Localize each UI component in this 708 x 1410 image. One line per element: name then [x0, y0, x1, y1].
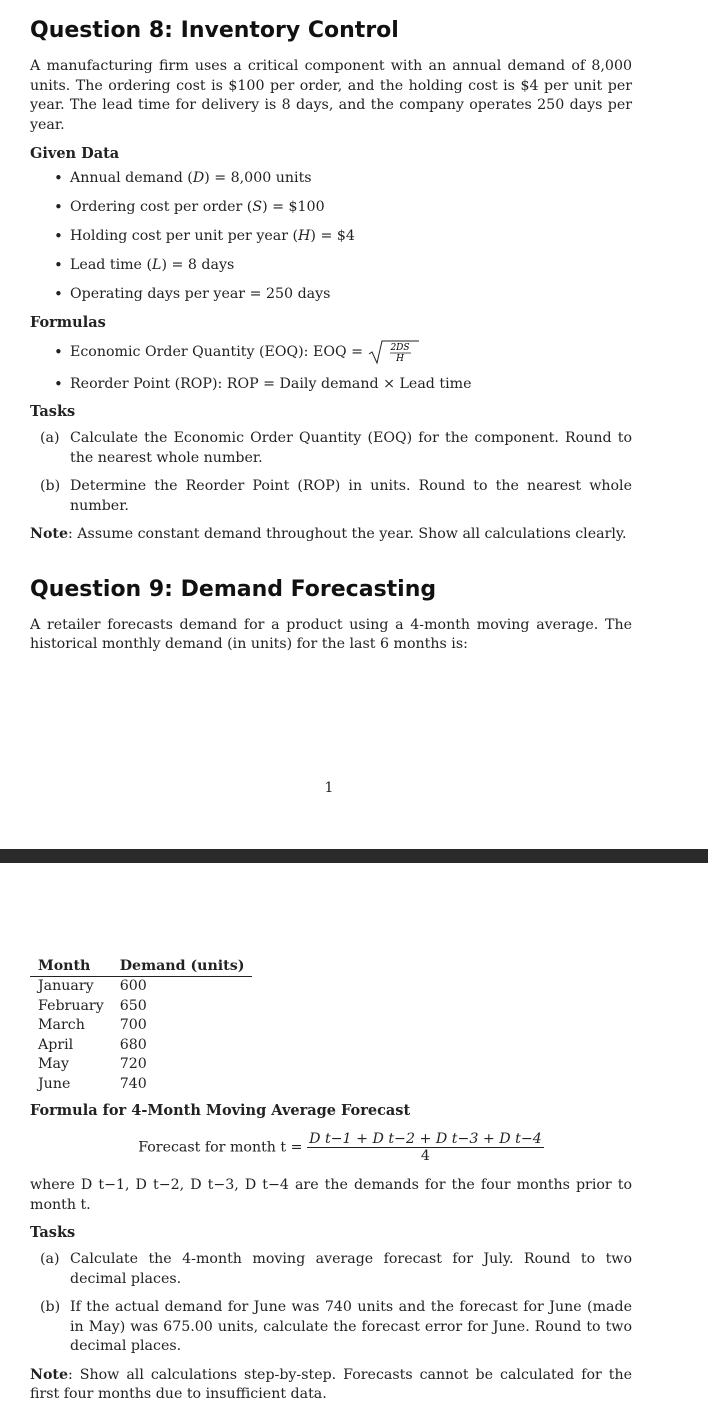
q8-note: Note: Assume constant demand throughout the year. Show all calculations clearly.: [30, 526, 627, 542]
q8-given-heading: Given Data: [30, 145, 120, 162]
demand-table: [30, 957, 252, 1094]
table-row: January 600: [38, 978, 147, 994]
page-separator: [0, 849, 708, 863]
table-row: March 700: [38, 1017, 147, 1033]
eoq-numerator: 2DS: [389, 342, 410, 353]
q8-tasks-list: [30, 429, 632, 516]
formula-eoq: • Economic Order Quantity (EOQ): EOQ = 2DS H: [30, 339, 632, 365]
task-item: (b) Determine the Reorder Point (ROP) in units. Round to the nearest whole number.: [40, 478, 632, 514]
header-demand: Demand (units): [112, 957, 253, 977]
table-row: April 680: [38, 1036, 147, 1053]
header-month: Month: [30, 957, 112, 977]
table-header-row: [30, 957, 252, 977]
moving-average-formula: [30, 1131, 632, 1164]
q9-tasks-heading: Tasks: [30, 1224, 76, 1241]
given-item: • Operating days per year = 250 days: [30, 285, 632, 305]
task-item: (b) If the actual demand for June was 740 units and the forecast for June (made in May) was 675.00 units, calculate the forecast error for June. Round to two decimal places.: [40, 1299, 632, 1354]
q9-formula-heading: Formula for 4-Month Moving Average Forecast: [30, 1102, 411, 1119]
q8-intro: A manufacturing firm uses a critical component with an annual demand of 8,000 units. The ordering cost is $100 per order, and the holding cost is $4 per unit per year. The lead time for delivery is 8 days, and the company operates 250 days per year.: [30, 58, 632, 133]
task-item: (a) Calculate the Economic Order Quantity (EOQ) for the component. Round to the nearest whole number.: [40, 430, 632, 466]
task-item: (a) Calculate the 4-month moving average forecast for July. Round to two decimal places.: [40, 1251, 632, 1287]
sqrt-symbol: [368, 339, 420, 365]
q8-title: Question 8: Inventory Control: [30, 18, 399, 43]
table-row: June 740: [38, 1075, 147, 1092]
q8-given-list: [30, 169, 632, 305]
given-item: • Lead time (L) = 8 days: [30, 256, 632, 276]
q9-where-text: where D t−1, D t−2, D t−3, D t−4 are the demands for the four months prior to month t.: [30, 1177, 632, 1213]
q8-tasks-heading: Tasks: [30, 403, 76, 420]
table-row: February 650: [38, 997, 147, 1014]
question-8: [30, 18, 632, 655]
q9-note: Note: Show all calculations step-by-step. Forecasts cannot be calculated for the first four months due to insufficient data.: [30, 1366, 632, 1402]
page-2: [0, 863, 708, 1410]
q9-tasks-list: [30, 1250, 632, 1357]
table-row: May 720: [38, 1056, 147, 1072]
given-item: • Holding cost per unit per year (H) = $4: [30, 227, 632, 247]
q8-formulas-list: [30, 339, 632, 395]
formula-lhs: Forecast for month t =: [138, 1139, 303, 1156]
formula-denominator: 4: [420, 1148, 430, 1164]
q9-intro: A retailer forecasts demand for a product using a 4-month moving average. The historical monthly demand (in units) for the last 6 months is:: [30, 616, 632, 652]
given-item: • Ordering cost per order (S) = $100: [30, 198, 632, 218]
formula-rop: • Reorder Point (ROP): ROP = Daily demand × Lead time: [30, 375, 632, 395]
formula-fraction: [307, 1131, 544, 1164]
q9-title: Question 9: Demand Forecasting: [30, 576, 437, 602]
given-item: • Annual demand (D) = 8,000 units: [30, 169, 632, 189]
question-9-continued: [30, 957, 632, 1405]
page-number: 1: [324, 780, 334, 796]
formula-numerator: D t−1 + D t−2 + D t−3 + D t−4: [309, 1131, 542, 1147]
q8-formulas-heading: Formulas: [30, 313, 106, 331]
eoq-denominator: H: [395, 353, 404, 364]
